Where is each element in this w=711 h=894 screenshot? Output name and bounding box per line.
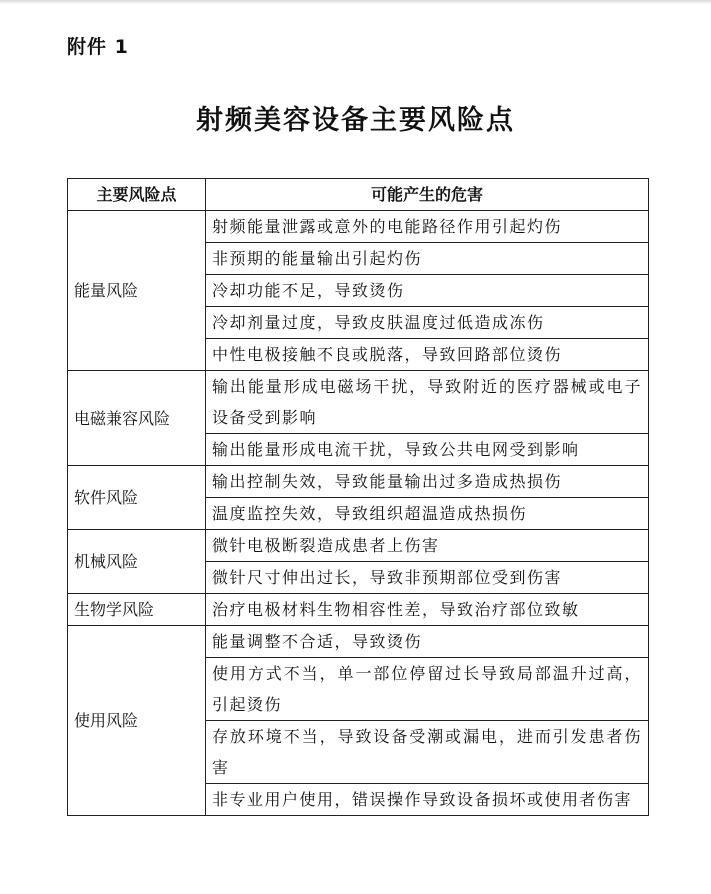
category-biological-risk: 生物学风险 [68,594,206,626]
harm-cell: 冷却剂量过度，导致皮肤温度过低造成冻伤 [206,307,649,339]
harm-cell: 非预期的能量输出引起灼伤 [206,243,649,275]
harm-cell: 使用方式不当，单一部位停留过长导致局部温升过高，引起烫伤 [206,658,649,721]
table-row [68,530,649,562]
table-row [68,626,649,658]
annex-label: 附件 1 [67,36,129,58]
table-row [68,594,649,626]
table-row [68,371,649,434]
header-possible-harm: 可能产生的危害 [206,179,649,211]
table-row [68,466,649,498]
risk-table [67,178,649,816]
harm-cell: 非专业用户使用，错误操作导致设备损坏或使用者伤害 [206,784,649,816]
category-emc-risk: 电磁兼容风险 [68,371,206,466]
harm-cell: 微针尺寸伸出过长，导致非预期部位受到伤害 [206,562,649,594]
harm-cell: 冷却功能不足，导致烫伤 [206,275,649,307]
category-energy-risk: 能量风险 [68,211,206,371]
harm-cell: 温度监控失效，导致组织超温造成热损伤 [206,498,649,530]
harm-cell: 存放环境不当，导致设备受潮或漏电，进而引发患者伤害 [206,721,649,784]
harm-cell: 中性电极接触不良或脱落，导致回路部位烫伤 [206,339,649,371]
table-header-row [68,179,649,211]
harm-cell: 微针电极断裂造成患者上伤害 [206,530,649,562]
category-mechanical-risk: 机械风险 [68,530,206,594]
page-top-edge [0,0,711,4]
harm-cell: 输出能量形成电磁场干扰，导致附近的医疗器械或电子设备受到影响 [206,371,649,434]
harm-cell: 输出控制失效，导致能量输出过多造成热损伤 [206,466,649,498]
harm-cell: 能量调整不合适，导致烫伤 [206,626,649,658]
category-software-risk: 软件风险 [68,466,206,530]
harm-cell: 输出能量形成电流干扰，导致公共电网受到影响 [206,434,649,466]
table-row [68,211,649,243]
harm-cell: 射频能量泄露或意外的电能路径作用引起灼伤 [206,211,649,243]
category-usage-risk: 使用风险 [68,626,206,816]
header-risk-point: 主要风险点 [68,179,206,211]
document-title: 射频美容设备主要风险点 [196,105,515,136]
harm-cell: 治疗电极材料生物相容性差，导致治疗部位致敏 [206,594,649,626]
